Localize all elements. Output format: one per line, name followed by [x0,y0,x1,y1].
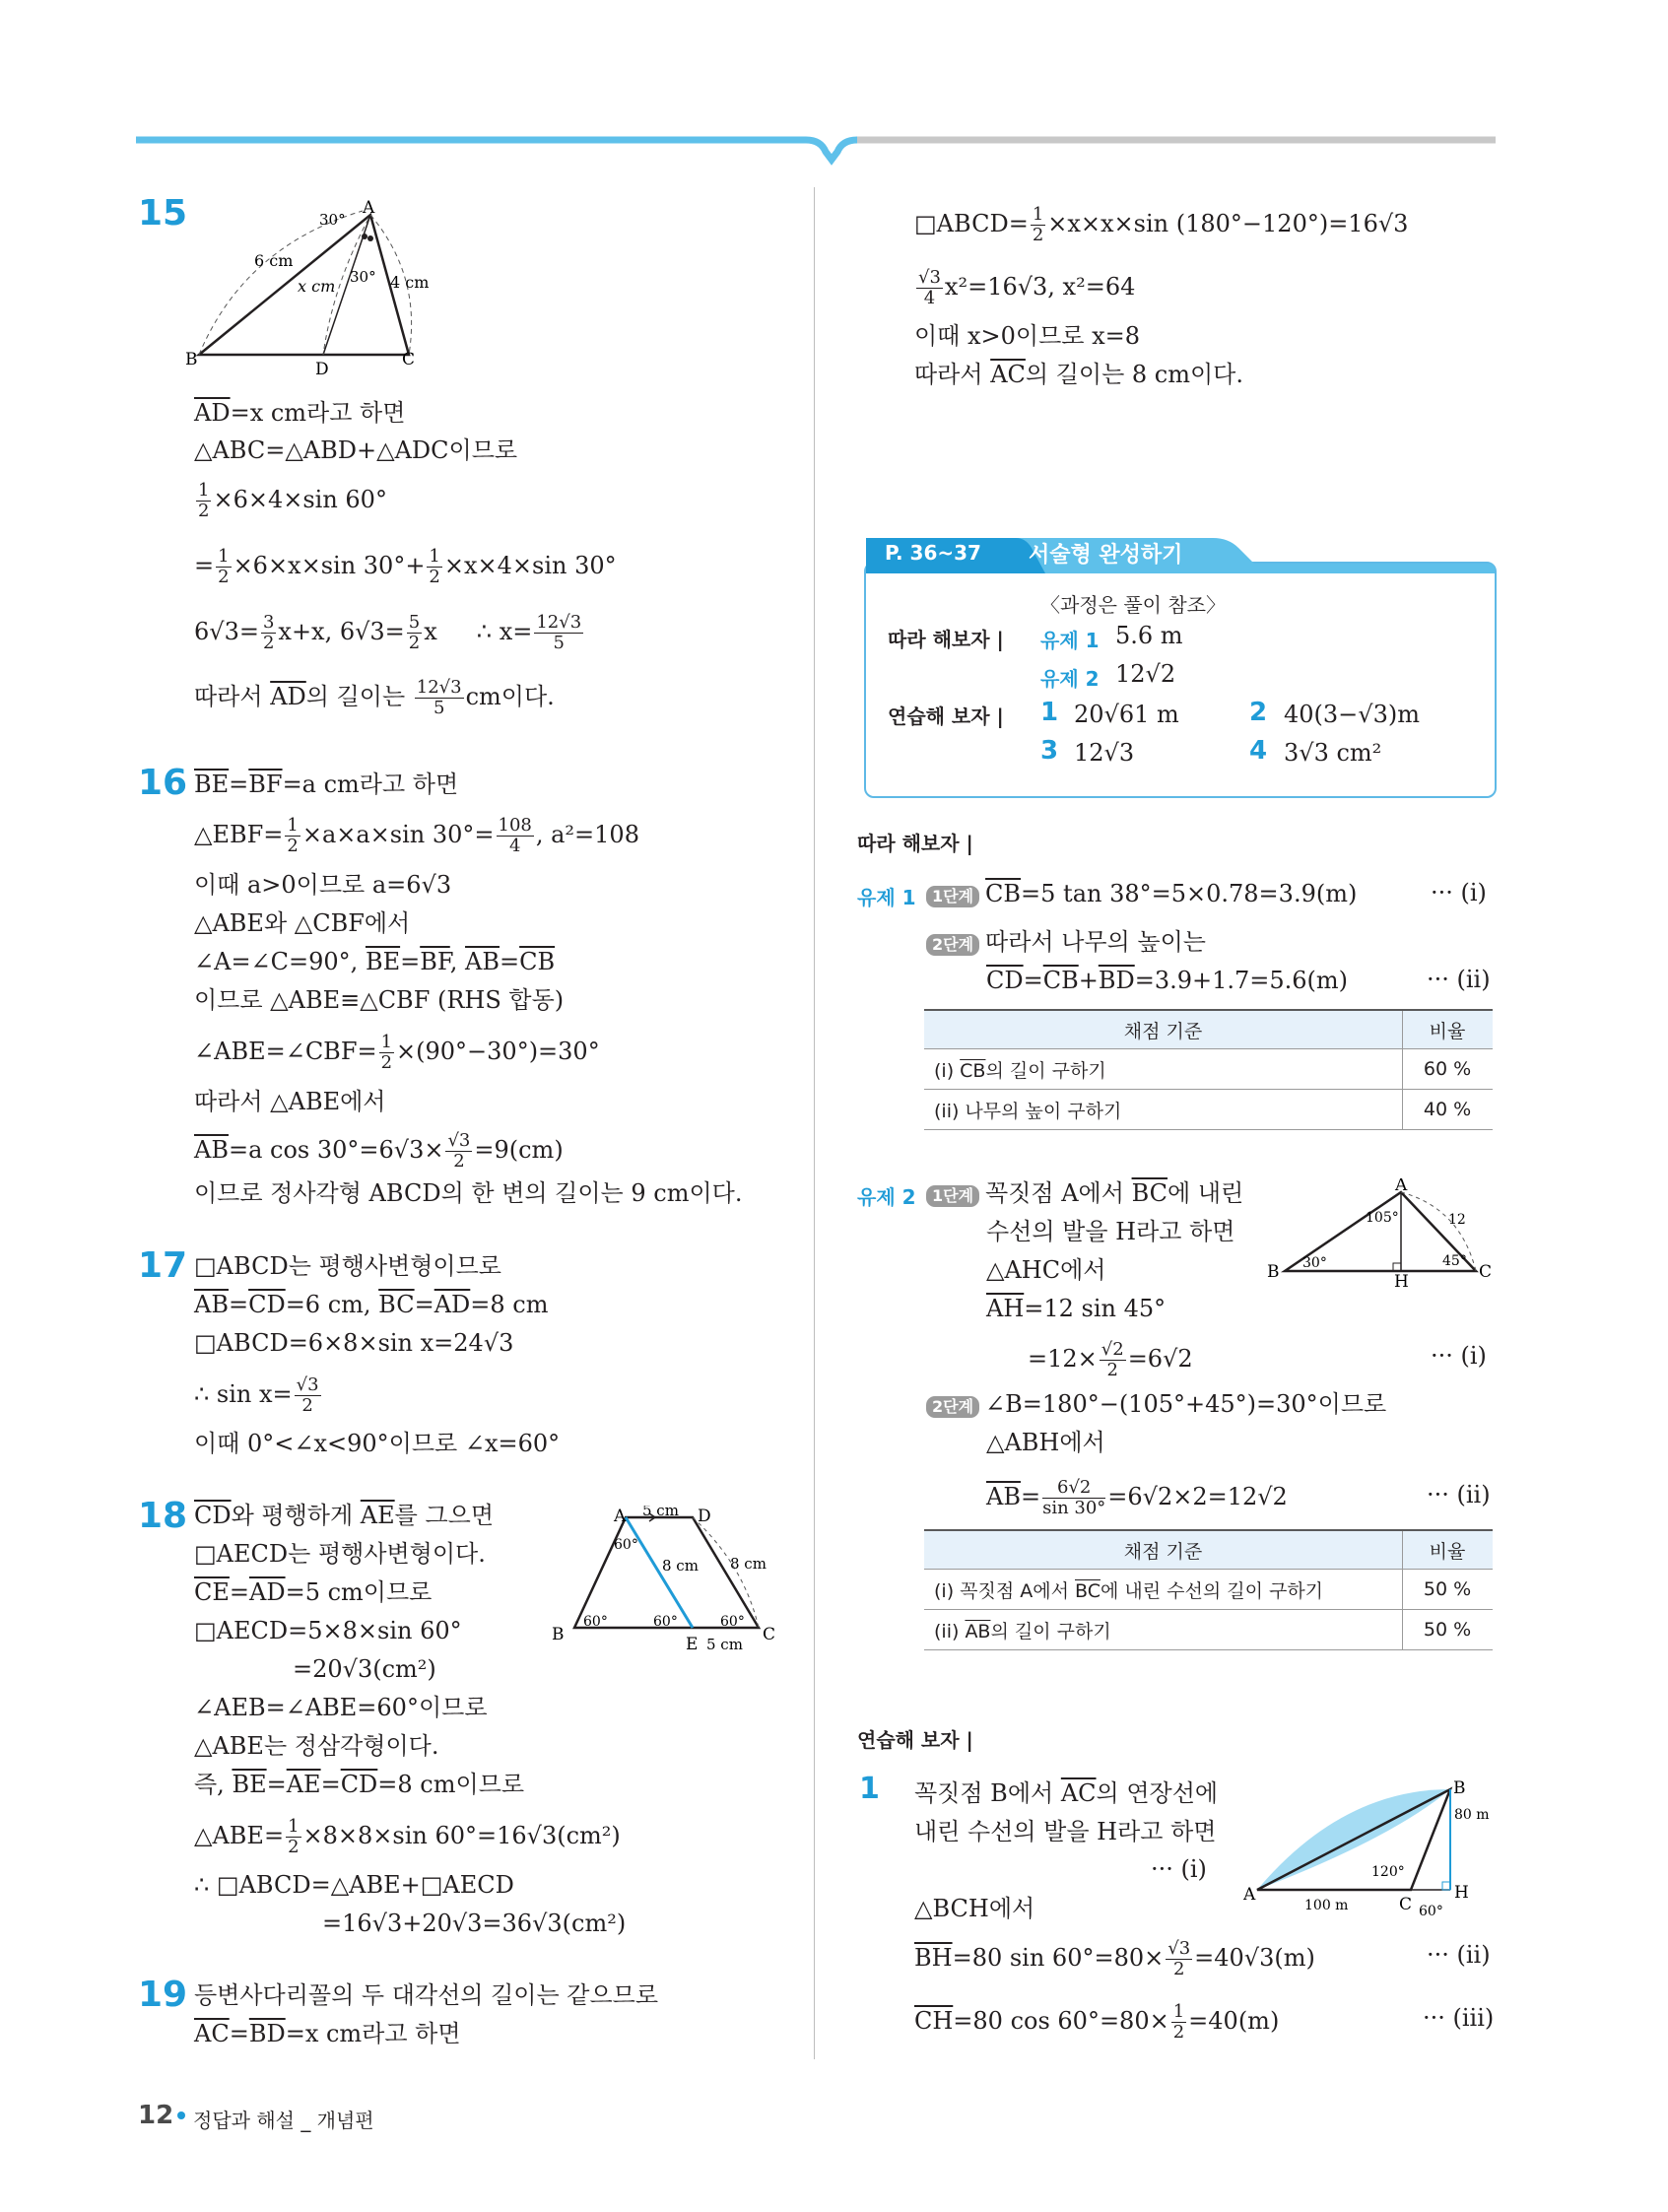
u1-grading-table [924,1009,1493,1130]
p16-line4: △ABE와 △CBF에서 [194,909,411,937]
label-D: D [315,360,329,374]
p15-line2: △ABC=△ABD+△ADC이므로 [194,436,518,464]
label-H: H [1394,1272,1409,1287]
column-divider [814,187,815,2059]
p15-line5: 6√3= $\frac{3}{2}$ x+x, 6√3= $\frac{5}{2}$ x ∴ x= $\frac{12√3}{5}$ [194,612,582,653]
u2-figure [1263,1178,1500,1287]
p18-line4: □AECD=5×8×sin 60° [194,1617,462,1644]
p2-num: 2 [1249,698,1268,727]
problem-16-number: 16 [138,763,188,803]
practice-line3: △BCH에서 [914,1895,1035,1922]
practice-mark-ii: ··· (ii) [1427,1941,1491,1969]
problem-18-figure [547,1506,783,1653]
p18-line5: =20√3(cm²) [293,1655,436,1683]
u1-label: 유제 1 [1040,629,1100,652]
p18-line8: 즉, $\overline{BE}=\overline{AE}=\overline{CD}=8$ cm이므로 [194,1771,525,1798]
follow-label: 따라 해보자 | [888,628,1004,651]
label-A: A [363,198,375,218]
problem-15-figure [185,197,441,374]
practice-heading: 연습해 보자 | [857,1728,973,1752]
u2-mark-ii: ··· (ii) [1427,1481,1491,1508]
p17-line4: ∴ sin x= $\frac{√3}{2}$ [194,1374,319,1416]
p16-line8: 따라서 △ABE에서 [194,1088,386,1115]
table-row: (ii) $\overline{AB}$의 길이 구하기 50 % [924,1610,1493,1650]
u1-value: 5.6 m [1115,622,1183,649]
practice-label: 연습해 보자 | [888,704,1004,728]
table-header-criteria: 채점 기준 [924,1010,1403,1049]
p16-line9: $\overline{AB}=a$ cos 30°=6√3× $\frac{√3}{2}$ =9(cm) [194,1130,564,1172]
table-row: (i) 꼭짓점 A에서 $\overline{BC}$에 내린 수선의 길이 구하기 50 % [924,1570,1493,1610]
bot-5cm: 5 cm [706,1636,743,1653]
problem-19-number: 19 [138,1975,188,2015]
practice-mark-iii: ··· (iii) [1423,2004,1495,2032]
label-A: A [1243,1885,1256,1905]
label-B: B [1267,1262,1280,1282]
page-number: 12 [138,2101,174,2130]
label-A: A [1395,1178,1408,1195]
side-4cm: 4 cm [390,273,430,292]
u2-line7: △ABH에서 [986,1429,1105,1456]
practice-mark-i: ··· (i) [1151,1855,1207,1883]
p1-value: 20√61 m [1074,701,1179,728]
practice-line5: $\overline{CH}=80$ cos 60°=80× $\frac{1}{2}$ =40(m) [914,2001,1280,2043]
p3-num: 3 [1040,736,1059,766]
top-rule [136,136,1496,166]
p18-line11: =16√3+20√3=36√3(cm²) [322,1910,627,1937]
practice-line1: 꼭짓점 B에서 $\overline{AC}$의 연장선에 [914,1779,1219,1807]
footer-title: 정답과 해설 _ 개념편 [193,2109,374,2132]
ang-e: 60° [653,1614,678,1630]
p18-line1: $\overline{CD}$와 평행하게 $\overline{AE}$를 그으면 [194,1502,495,1529]
u2-label: 유제 2 [1040,667,1100,691]
p16-line3: 이때 a>0이므로 a=6√3 [194,871,452,899]
side-6cm: 6 cm [254,251,294,270]
p16-line10: 이므로 정사각형 ABCD의 한 변의 길이는 9 cm이다. [194,1179,743,1207]
p19-line6: 따라서 $\overline{AC}$의 길이는 8 cm이다. [914,361,1243,388]
p18-line6: ∠AEB=∠ABE=60°이므로 [194,1694,488,1721]
p1-num: 1 [1040,698,1059,727]
p16-line5: ∠A=∠C=90°, $\overline{BE}=\overline{BF}$, $\overline{AB}=\overline{CB}$ [194,948,556,975]
u2-heading: 유제 2 [857,1185,916,1209]
angle-30: 30° [1302,1255,1327,1271]
p16-line7: ∠ABE=∠CBF= $\frac{1}{2}$ ×(90°−30°)=30° [194,1032,600,1073]
u2-value: 12√2 [1115,660,1176,688]
u2-step1: 1단계 꼭짓점 A에서 $\overline{BC}$에 내린 [926,1178,1243,1208]
p19-line1: 등변사다리꼴의 두 대각선의 길이는 같으므로 [194,1981,659,2009]
angle-120: 120° [1371,1864,1405,1880]
table-header-ratio: 비율 [1403,1530,1494,1570]
p15-line4: = $\frac{1}{2}$ ×6×x×sin 30°+ $\frac{1}{2}$ ×x×4×sin 30° [194,546,617,587]
top-5cm: 5 cm [642,1506,679,1519]
problem-17-number: 17 [138,1245,188,1286]
u1-line3: $\overline{CD}=\overline{CB}+\overline{BD}=3.9+1.7=5.6(m)$ [986,967,1349,994]
u2-step2: 2단계 ∠B=180°−(105°+45°)=30°이므로 [926,1389,1386,1419]
footer-dot [177,2111,185,2119]
p17-line2: $\overline{AB}=\overline{CD}=6$ cm, $\overline{BC}=\overline{AD}=8$ cm [194,1291,549,1318]
practice-line2: 내린 수선의 발을 H라고 하면 [914,1818,1217,1845]
label-E: E [686,1635,699,1653]
table-header-criteria: 채점 기준 [924,1530,1403,1570]
section-title: 서술형 완성하기 [1029,543,1183,568]
p19-line4: $\frac{√3}{4}$ x²=16√3, x²=64 [918,267,1136,308]
label-D: D [698,1507,711,1526]
problem-18-number: 18 [138,1496,188,1536]
angle-105: 105° [1366,1210,1399,1226]
p18-line9: △ABE= $\frac{1}{2}$ ×8×8×sin 60°=16√3(cm²) [194,1816,621,1857]
dc-8cm: 8 cm [730,1555,767,1573]
angle-30-a: 30° [319,211,346,229]
p18-line2: □AECD는 평행사변형이다. [194,1540,486,1568]
side-xcm: x cm [298,277,336,296]
p4-value: 3√3 cm² [1284,739,1382,767]
p16-line1: $\overline{BE}=\overline{BF}=a$ cm라고 하면 [194,771,459,798]
u2-mark-i: ··· (i) [1431,1342,1487,1370]
u2-line5: =12× $\frac{√2}{2}$ =6√2 [1028,1339,1193,1380]
problem-15-number: 15 [138,193,188,234]
p15-line6: 따라서 $\overline{AD}$의 길이는 $\frac{12√3}{5}$ cm이다. [194,677,555,718]
u2-line2: 수선의 발을 H라고 하면 [986,1218,1235,1245]
u2-line4: $\overline{AH}=12$ sin 45° [986,1295,1167,1322]
ang-b: 60° [583,1614,608,1630]
p15-line3: $\frac{1}{2}$ ×6×4×sin 60° [198,480,387,521]
table-header-ratio: 비율 [1403,1010,1494,1049]
angle-45: 45° [1442,1253,1467,1269]
label-B: B [1453,1779,1466,1798]
u1-step1: 1단계 $\overline{CB}=5$ tan 38°=5×0.78=3.9(m) [926,879,1357,908]
p2-value: 40(3−√3)m [1284,701,1420,728]
p3-value: 12√3 [1074,739,1135,767]
label-C: C [1479,1262,1493,1282]
practice-line4: $\overline{BH}=80$ sin 60°=80× $\frac{√3}{2}$ =40√3(m) [914,1938,1315,1979]
u2-line8: $\overline{AB}=$ $\frac{6√2}{\sin 30^\circ}$ =6√2×2=12√2 [986,1477,1288,1518]
side-12: 12 [1448,1212,1466,1228]
u2-grading-table [924,1529,1493,1650]
section-note: 〈과정은 풀이 참조〉 [1040,593,1226,617]
label-B: B [552,1625,565,1644]
ae-8cm: 8 cm [662,1557,699,1575]
side-100m: 100 m [1304,1898,1349,1913]
label-B: B [185,350,198,369]
u1-mark-ii: ··· (ii) [1427,966,1491,993]
label-C: C [1399,1895,1413,1914]
ang-c: 60° [720,1614,745,1630]
p18-line7: △ABE는 정삼각형이다. [194,1732,439,1760]
p19-line5: 이때 x>0이므로 x=8 [914,322,1141,350]
label-C: C [763,1625,776,1644]
practice-1-number: 1 [859,1772,880,1806]
angle-30-b: 30° [350,268,376,286]
label-H: H [1454,1883,1469,1903]
practice-figure [1243,1779,1500,1927]
u1-mark-i: ··· (i) [1431,879,1487,906]
u2-line3: △AHC에서 [986,1256,1106,1284]
p18-line10: ∴ □ABCD=△ABE+□AECD [194,1871,514,1899]
table-row: (ii) 나무의 높이 구하기 40 % [924,1090,1493,1130]
label-A: A [614,1507,627,1526]
section-pages: P. 36~37 [885,541,981,565]
p17-line3: □ABCD=6×8×sin x=24√3 [194,1329,514,1357]
p17-line1: □ABCD는 평행사변형이므로 [194,1252,501,1280]
u1-step2: 2단계 따라서 나무의 높이는 [926,927,1206,957]
follow-heading: 따라 해보자 | [857,832,973,855]
p4-num: 4 [1249,736,1268,766]
p19-line3: □ABCD= $\frac{1}{2}$ ×x×x×sin (180°−120°)=16√3 [914,204,1409,245]
p16-line2: △EBF= $\frac{1}{2}$ ×a×a×sin 30°= $\frac{108}{4}$ , a²=108 [194,815,639,856]
angle-60: 60° [1419,1904,1443,1919]
p17-line5: 이때 0°<∠x<90°이므로 ∠x=60° [194,1430,561,1457]
u1-heading: 유제 1 [857,886,916,909]
table-row: (i) $\overline{CB}$의 길이 구하기 60 % [924,1049,1493,1090]
ang-a: 60° [614,1537,638,1553]
p15-line1: $\overline{AD}=x$ cm라고 하면 [194,399,406,427]
p16-line6: 이므로 △ABE≡△CBF (RHS 합동) [194,986,565,1014]
p19-line2: $\overline{AC}=\overline{BD}=x$ cm라고 하면 [194,2020,461,2047]
side-80m: 80 m [1454,1807,1490,1823]
p18-line3: $\overline{CE}=\overline{AD}=5$ cm이므로 [194,1578,433,1606]
label-C: C [402,350,416,369]
